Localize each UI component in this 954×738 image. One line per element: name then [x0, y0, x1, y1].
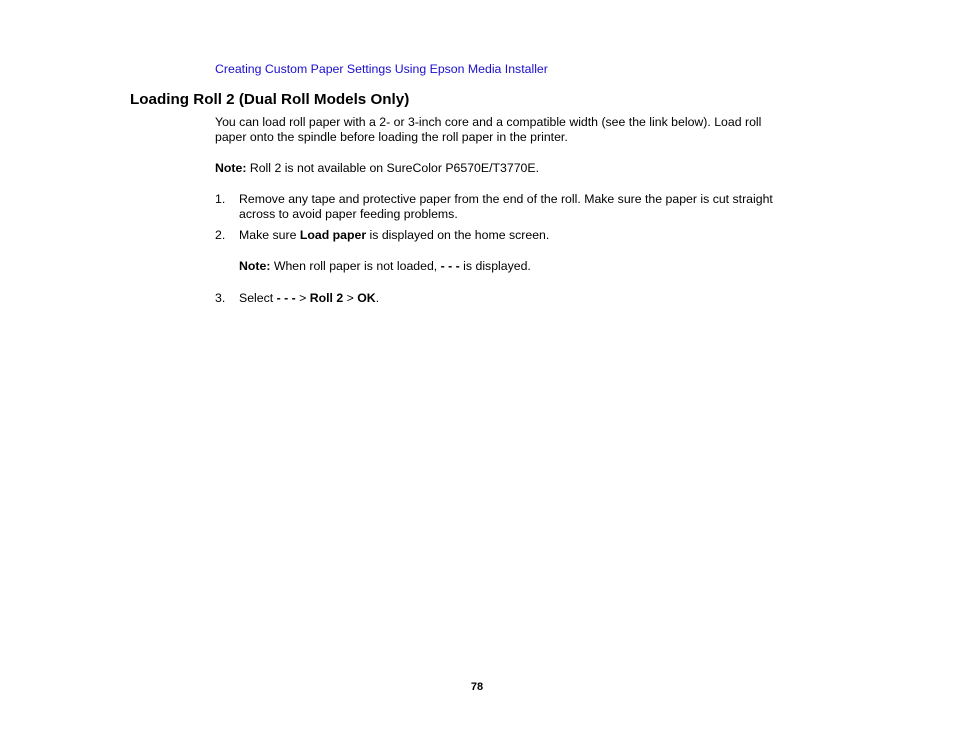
page-number: 78 [470, 681, 484, 693]
note-text: is displayed. [459, 259, 531, 273]
step-text-part: is displayed on the home screen. [366, 228, 550, 242]
step-text-bold: - - - [276, 291, 296, 305]
step-number: 1. [215, 192, 226, 206]
step-3 [215, 291, 825, 306]
step-2 [215, 228, 825, 243]
step-text-part: > [343, 291, 358, 305]
step-text-line: Remove any tape and protective paper from the end of the roll. Make sure the paper is cut straight [239, 192, 773, 206]
step-text-bold: OK [357, 291, 376, 305]
step-text-part: > [295, 291, 310, 305]
intro-line: paper onto the spindle before loading the roll paper in the printer. [215, 130, 568, 144]
step-text [239, 291, 825, 306]
step-text-part: Make sure [239, 228, 300, 242]
step-text-part: Select [239, 291, 277, 305]
step-text [239, 228, 825, 243]
note-label: Note: [215, 161, 247, 175]
note-label: Note: [239, 259, 271, 273]
step-number: 3. [215, 291, 226, 305]
related-topic-link[interactable]: Creating Custom Paper Settings Using Epson Media Installer [215, 62, 548, 76]
step-text-bold: Roll 2 [309, 291, 344, 305]
step-number: 2. [215, 228, 226, 242]
step-text-bold: Load paper [299, 228, 367, 242]
note-roll2-availability [215, 161, 539, 176]
section-heading: Loading Roll 2 (Dual Roll Models Only) [130, 91, 410, 108]
intro-line: You can load roll paper with a 2- or 3-inch core and a compatible width (see the link below). Load roll [215, 115, 762, 129]
note-text: Roll 2 is not available on SureColor P6570E/T3770E. [246, 161, 539, 175]
step-1 [215, 192, 825, 222]
note-text-bold: - - - [440, 259, 460, 273]
step-text-line: across to avoid paper feeding problems. [239, 207, 458, 221]
intro-paragraph [215, 115, 815, 145]
note-roll-not-loaded [239, 259, 531, 274]
note-text: When roll paper is not loaded, [270, 259, 441, 273]
step-text-part: . [375, 291, 380, 305]
